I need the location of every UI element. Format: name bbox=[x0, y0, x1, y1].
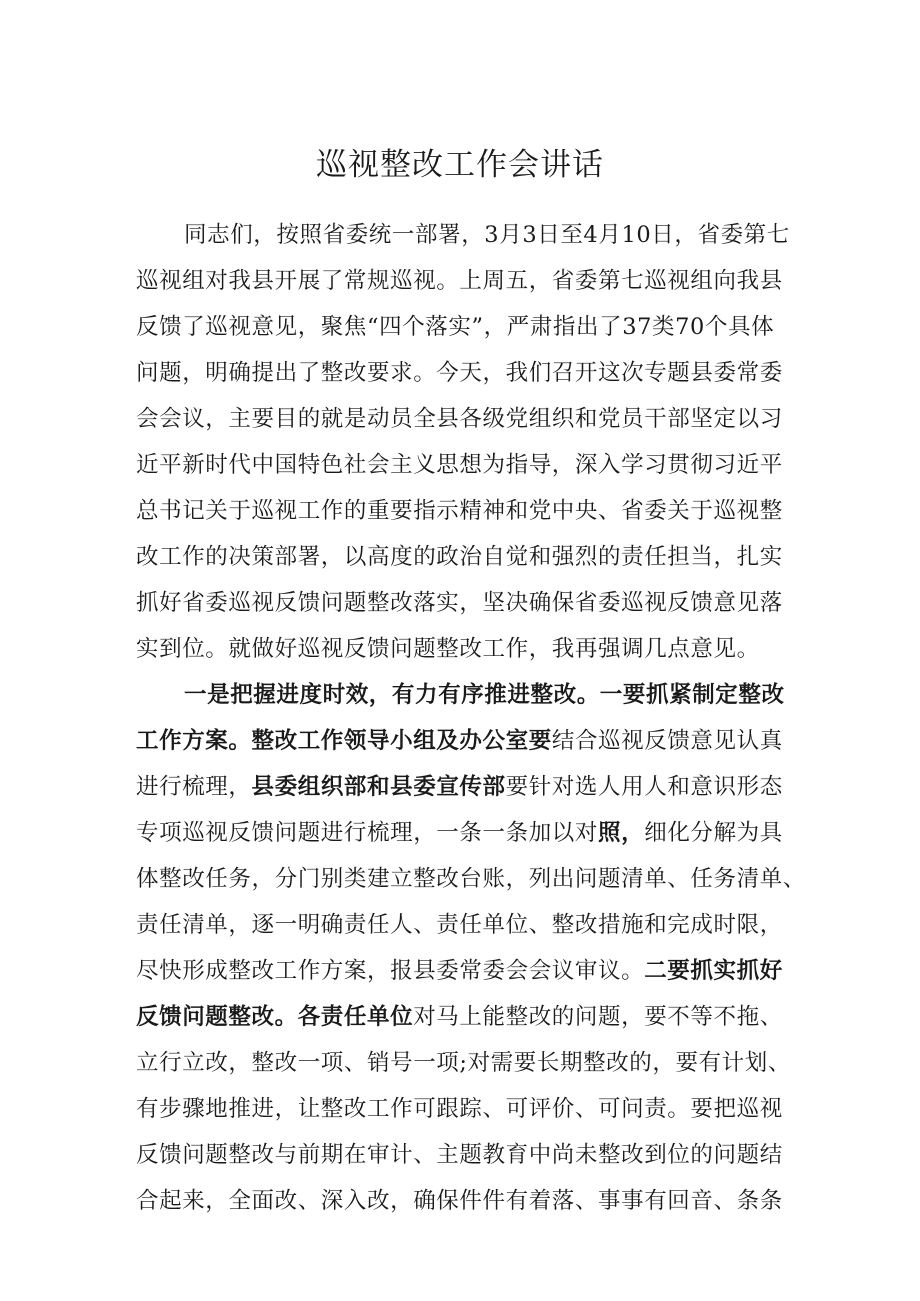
text-line bbox=[136, 948, 804, 994]
text-line bbox=[136, 1132, 804, 1178]
text-segment: 近平新时代中国特色社会主义思想为指导，深入学习贯彻习近平 bbox=[136, 452, 783, 478]
text-line bbox=[136, 488, 804, 534]
text-segment: 同志们，按照省委统一部署，3月3日至4月10日，省委第七 bbox=[184, 222, 790, 248]
text-segment: 对马上能整改的问题，要不等不拖、 bbox=[413, 1004, 783, 1030]
text-segment: 尽快形成整改工作方案，报县委常委会会议审议。 bbox=[136, 958, 645, 984]
text-line bbox=[136, 1040, 804, 1086]
text-line bbox=[136, 442, 804, 488]
text-line bbox=[136, 304, 804, 350]
text-segment: 改工作的决策部署，以高度的政治自觉和强烈的责任担当，扎实 bbox=[136, 544, 783, 570]
text-line bbox=[136, 258, 804, 304]
bold-text-segment: 工作方案。整改工作领导小组及办公室要 bbox=[136, 728, 552, 754]
text-segment: 进行梳理， bbox=[136, 774, 252, 800]
text-line bbox=[136, 856, 804, 902]
bold-text-segment: 照， bbox=[598, 820, 645, 846]
text-line bbox=[136, 902, 804, 948]
text-line bbox=[136, 810, 804, 856]
text-segment: 立行立改，整改一项、销号一项;对需要长期整改的，要有计划、 bbox=[136, 1050, 791, 1076]
text-segment: 抓好省委巡视反馈问题整改落实，坚决确保省委巡视反馈意见落 bbox=[136, 590, 783, 616]
text-line bbox=[136, 534, 804, 580]
text-line bbox=[136, 1178, 804, 1224]
text-segment: 问题，明确提出了整改要求。今天，我们召开这次专题县委常委 bbox=[136, 360, 783, 386]
document-body bbox=[136, 212, 804, 1224]
text-line bbox=[136, 212, 804, 258]
text-line bbox=[136, 396, 804, 442]
text-segment: 反馈问题整改与前期在审计、主题教育中尚未整改到位的问题结 bbox=[136, 1142, 783, 1168]
text-segment: 细化分解为具 bbox=[644, 820, 783, 846]
text-segment: 责任清单，逐一明确责任人、责任单位、整改措施和完成时限， bbox=[136, 912, 783, 938]
text-segment: 体整改任务，分门别类建立整改台账，列出问题清单、任务清单、 bbox=[136, 866, 806, 892]
text-line bbox=[136, 764, 804, 810]
bold-text-segment: 反馈问题整改。各责任单位 bbox=[136, 1004, 414, 1030]
text-line bbox=[136, 994, 804, 1040]
text-line bbox=[136, 718, 804, 764]
text-segment: 要针对选人用人和意识形态 bbox=[505, 774, 783, 800]
text-line bbox=[136, 626, 804, 672]
text-line bbox=[136, 350, 804, 396]
bold-text-segment: 二要抓实抓好 bbox=[644, 958, 783, 984]
text-segment: 结合巡视反馈意见认真 bbox=[551, 728, 783, 754]
text-segment: 会会议，主要目的就是动员全县各级党组织和党员干部坚定以习 bbox=[136, 406, 783, 432]
text-segment: 巡视组对我县开展了常规巡视。上周五，省委第七巡视组向我县 bbox=[136, 268, 783, 294]
text-segment: 合起来，全面改、深入改，确保件件有着落、事事有回音、条条 bbox=[136, 1188, 783, 1214]
text-line bbox=[136, 1086, 804, 1132]
text-line bbox=[136, 580, 804, 626]
document-title: 巡视整改工作会讲话 bbox=[316, 146, 604, 183]
text-segment: 有步骤地推进，让整改工作可跟踪、可评价、可问责。要把巡视 bbox=[136, 1096, 783, 1122]
text-segment: 实到位。就做好巡视反馈问题整改工作，我再强调几点意见。 bbox=[136, 636, 760, 662]
text-segment: 专项巡视反馈问题进行梳理，一条一条加以对 bbox=[136, 820, 599, 846]
text-segment: 反馈了巡视意见，聚焦“四个落实”，严肃指出了37类70个具体 bbox=[136, 314, 775, 340]
text-segment: 总书记关于巡视工作的重要指示精神和党中央、省委关于巡视整 bbox=[136, 498, 783, 524]
text-line bbox=[136, 672, 804, 718]
bold-text-segment: 一是把握进度时效，有力有序推进整改。一要抓紧制定整改 bbox=[184, 682, 785, 708]
bold-text-segment: 县委组织部和县委宣传部 bbox=[251, 774, 506, 800]
